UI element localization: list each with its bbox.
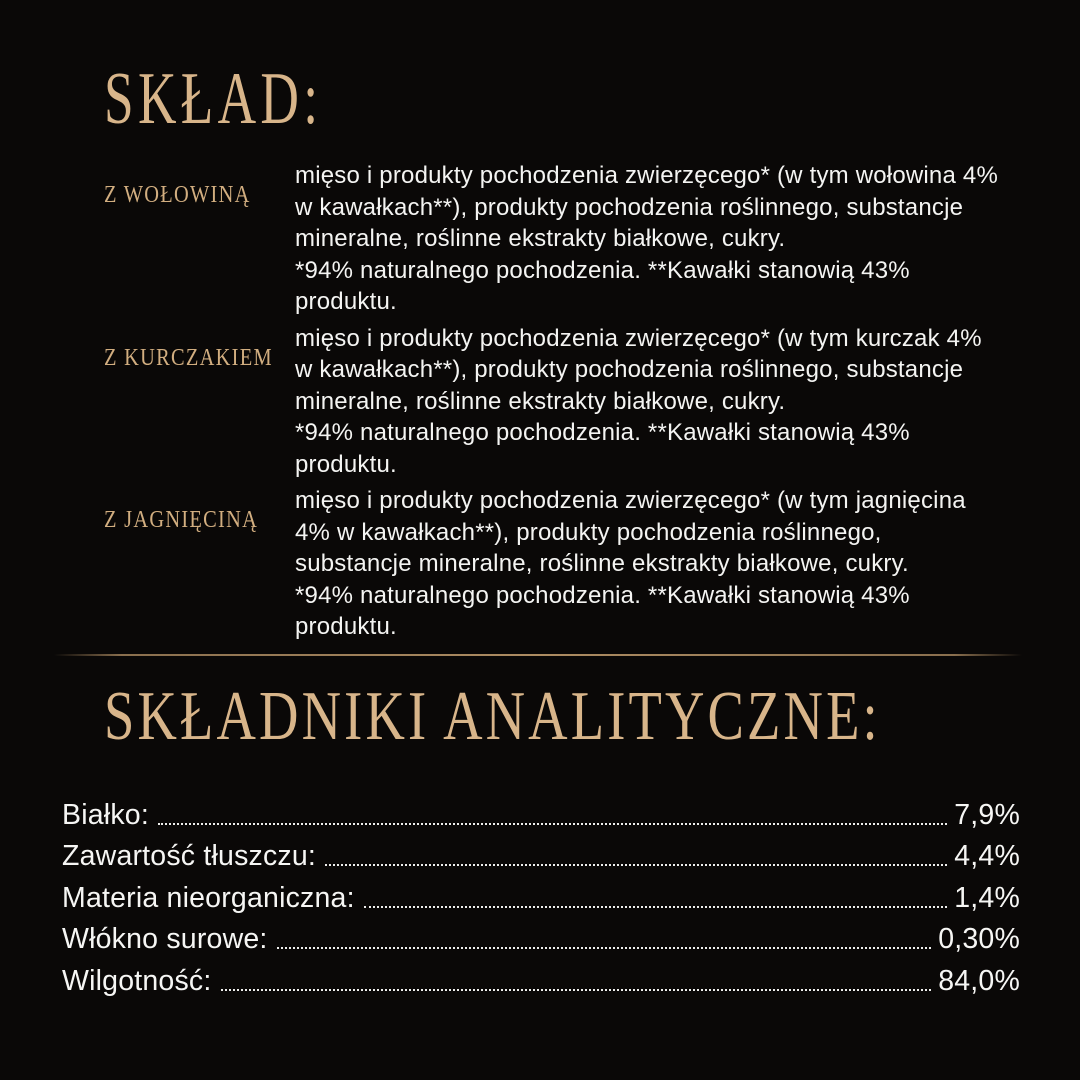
section-chicken: [104, 323, 1039, 481]
section-lamb-label: Z JAGNIĘCINĄ: [104, 507, 259, 533]
text-line: produktu.: [295, 450, 397, 478]
row-value: 0,30%: [938, 923, 1020, 956]
dot-leader: [221, 989, 932, 991]
text-line: mięso i produkty pochodzenia zwierzęcego* (w tym kurczak 4%: [295, 324, 982, 352]
row-label: Włókno surowe:: [62, 923, 268, 956]
text-line: mięso i produkty pochodzenia zwierzęcego* (w tym jagnięcina: [295, 487, 966, 514]
text-line: *94% naturalnego pochodzenia. **Kawałki stanowią 43%: [295, 581, 910, 609]
dot-leader: [325, 864, 947, 866]
section-divider: [54, 654, 1022, 656]
text-line: mineralne, roślinne ekstrakty białkowe, cukry.: [295, 387, 786, 415]
text-line: w kawałkach**), produkty pochodzenia roślinnego, substancje: [295, 356, 964, 383]
section-chicken-text: [295, 323, 1039, 481]
text-line: 4% w kawałkach**), produkty pochodzenia roślinnego,: [295, 518, 882, 546]
composition-heading: SKŁAD:: [104, 58, 323, 140]
section-beef-label: Z WOŁOWINĄ: [104, 182, 251, 208]
analytical-heading: SKŁADNIKI ANALITYCZNE:: [104, 678, 881, 755]
row-value: 4,4%: [954, 840, 1020, 873]
section-lamb-text: [295, 485, 1039, 643]
row-value: 1,4%: [954, 881, 1020, 914]
row-value: 84,0%: [938, 964, 1020, 997]
table-row-fibre: [62, 915, 1020, 957]
text-line: mięso i produkty pochodzenia zwierzęcego* (w tym wołowina 4%: [295, 162, 998, 189]
analytical-table: [62, 790, 1020, 998]
section-chicken-label: Z KURCZAKIEM: [104, 344, 273, 371]
table-row-protein: [62, 790, 1020, 832]
row-label: Materia nieorganiczna:: [62, 881, 355, 914]
text-line: *94% naturalnego pochodzenia. **Kawałki stanowią 43%: [295, 256, 910, 284]
text-line: produktu.: [295, 613, 397, 640]
section-beef: [104, 160, 1039, 318]
dot-leader: [158, 823, 947, 825]
composition-sections: [104, 160, 1039, 648]
text-line: substancje mineralne, roślinne ekstrakty białkowe, cukry.: [295, 550, 909, 577]
dot-leader: [277, 947, 932, 949]
text-line: mineralne, roślinne ekstrakty białkowe, cukry.: [295, 225, 786, 252]
table-row-ash: [62, 873, 1020, 915]
row-value: 7,9%: [954, 798, 1020, 831]
table-row-fat: [62, 832, 1020, 874]
text-line: w kawałkach**), produkty pochodzenia roślinnego, substancje: [295, 193, 964, 221]
table-row-moisture: [62, 956, 1020, 998]
row-label: Zawartość tłuszczu:: [62, 840, 317, 873]
section-beef-text: [295, 160, 1039, 318]
dot-leader: [364, 906, 948, 908]
row-label: Wilgotność:: [62, 964, 212, 997]
text-line: *94% naturalnego pochodzenia. **Kawałki stanowią 43%: [295, 419, 910, 446]
row-label: Białko:: [62, 798, 149, 831]
text-line: produktu.: [295, 288, 397, 315]
section-lamb: [104, 485, 1039, 643]
